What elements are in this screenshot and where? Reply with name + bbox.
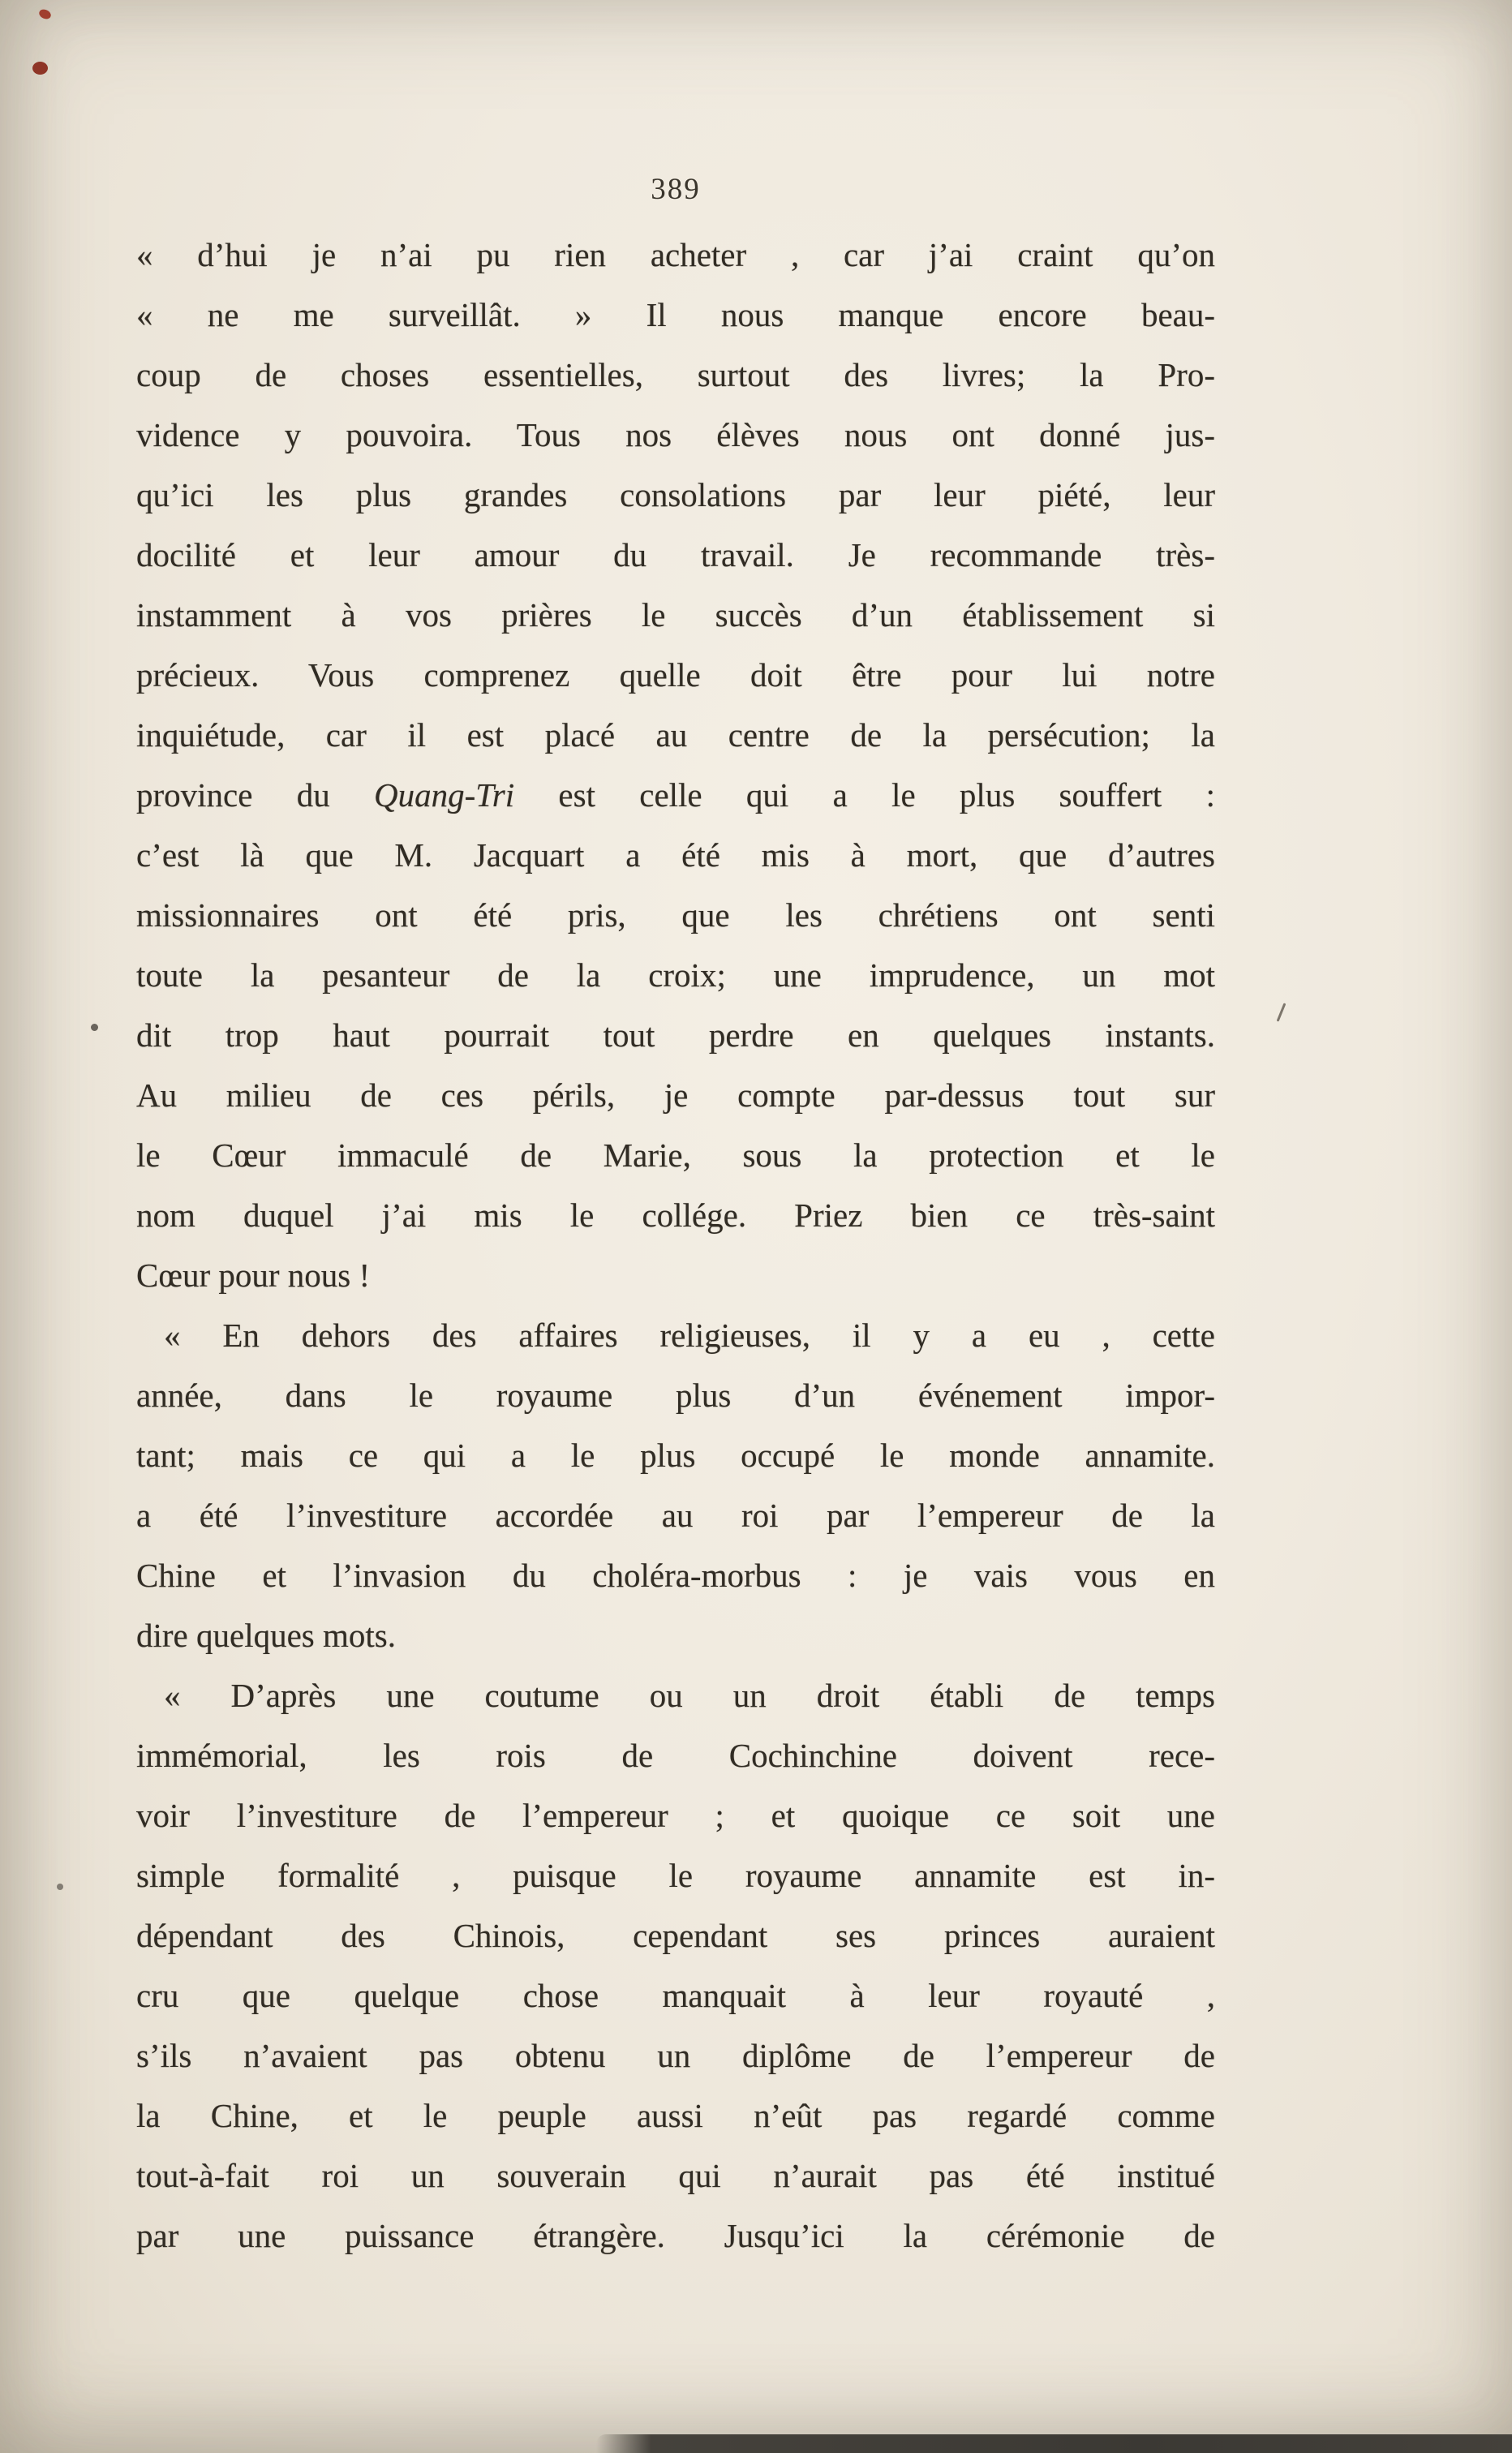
- text-line: voir l’investiture de l’empereur ; et quoique ce soit une: [136, 1797, 1215, 1834]
- text-line: précieux. Vous comprenez quelle doit être pour lui notre: [136, 656, 1215, 694]
- text-line: Au milieu de ces périls, je compte par-dessus tout sur: [136, 1076, 1215, 1114]
- scan-speck: [32, 62, 48, 75]
- text-line: dit trop haut pourrait tout perdre en quelques instants.: [136, 1016, 1215, 1054]
- page-number: 389: [651, 173, 701, 206]
- text-line: toute la pesanteur de la croix; une imprudence, un mot: [136, 956, 1215, 994]
- text-line: nom duquel j’ai mis le collége. Priez bien ce très-saint: [136, 1196, 1215, 1234]
- text-line: [136, 765, 1215, 825]
- text-line: « En dehors des affaires religieuses, il y a eu , cette: [164, 1317, 1215, 1354]
- text-line: « ne me surveillât. » Il nous manque encore beau-: [136, 296, 1215, 333]
- text-line: qu’ici les plus grandes consolations par leur piété, leur: [136, 476, 1215, 513]
- text-line: Chine et l’invasion du choléra-morbus : je vais vous en: [136, 1557, 1215, 1594]
- text-line: cru que quelque chose manquait à leur royauté ,: [136, 1977, 1215, 2014]
- paragraphs-container: [136, 225, 1215, 2266]
- text-line: la Chine, et le peuple aussi n’eût pas regardé comme: [136, 2097, 1215, 2134]
- paragraph: [136, 1665, 1215, 2266]
- text-line: « d’hui je n’ai pu rien acheter , car j’ai craint qu’on: [136, 236, 1215, 273]
- text-line: le Cœur immaculé de Marie, sous la protection et le: [136, 1136, 1215, 1174]
- text-line: s’ils n’avaient pas obtenu un diplôme de l’empereur de: [136, 2037, 1215, 2074]
- text-line: vidence y pouvoira. Tous nos élèves nous ont donné jus-: [136, 416, 1215, 453]
- text-line: tant; mais ce qui a le plus occupé le monde annamite.: [136, 1437, 1215, 1474]
- scan-speck: [91, 1024, 98, 1031]
- text-block: [136, 172, 1215, 2266]
- scan-speck: [57, 1884, 63, 1890]
- scan-speck: [1277, 1003, 1286, 1021]
- text-segment: province du: [136, 776, 374, 814]
- text-line: immémorial, les rois de Cochinchine doivent rece-: [136, 1737, 1215, 1774]
- text-line: année, dans le royaume plus d’un événement impor-: [136, 1377, 1215, 1414]
- paragraph: [136, 1305, 1215, 1665]
- scan-edge-artifact: [596, 2434, 1512, 2453]
- text-line: c’est là que M. Jacquart a été mis à mort, que d’autres: [136, 836, 1215, 874]
- text-line: inquiétude, car il est placé au centre de la persécution; la: [136, 716, 1215, 754]
- italic-text: Quang-Tri: [374, 776, 515, 814]
- text-line: a été l’investiture accordée au roi par l’empereur de la: [136, 1497, 1215, 1534]
- text-line: tout-à-fait roi un souverain qui n’aurait pas été institué: [136, 2157, 1215, 2194]
- paragraph: [136, 225, 1215, 1305]
- text-line: dépendant des Chinois, cependant ses princes auraient: [136, 1917, 1215, 1954]
- text-line: par une puissance étrangère. Jusqu’ici la cérémonie de: [136, 2217, 1215, 2254]
- text-segment: est celle qui a le plus souffert :: [514, 776, 1215, 814]
- text-line: coup de choses essentielles, surtout des livres; la Pro-: [136, 356, 1215, 393]
- scan-speck: [37, 7, 52, 20]
- text-line: missionnaires ont été pris, que les chrétiens ont senti: [136, 896, 1215, 934]
- text-line: simple formalité , puisque le royaume annamite est in-: [136, 1857, 1215, 1894]
- text-line: instamment à vos prières le succès d’un établissement si: [136, 596, 1215, 634]
- text-line: Cœur pour nous !: [136, 1257, 371, 1294]
- text-line: docilité et leur amour du travail. Je recommande très-: [136, 536, 1215, 574]
- text-line: dire quelques mots.: [136, 1617, 396, 1654]
- text-line: « D’après une coutume ou un droit établi de temps: [164, 1677, 1215, 1714]
